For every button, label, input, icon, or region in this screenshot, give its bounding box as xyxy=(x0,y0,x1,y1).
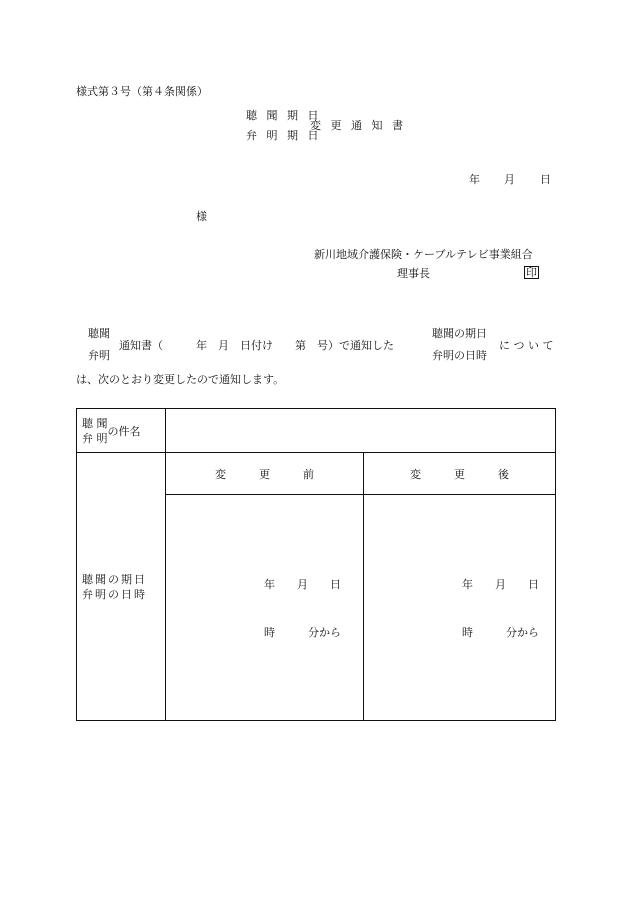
date-day: 日 xyxy=(540,173,551,186)
after-time: 時 分から xyxy=(462,626,539,639)
seal-stamp: 印 xyxy=(526,266,537,279)
date-year: 年 xyxy=(469,173,480,186)
title-option-explanation: 弁 明 期 日 xyxy=(246,129,322,142)
change-table xyxy=(76,408,556,721)
addressee-honorific: 様 xyxy=(196,210,207,223)
body-option-hearing-date: 聴聞の期日 xyxy=(432,327,487,340)
before-cell xyxy=(166,495,364,721)
case-name-row xyxy=(77,409,556,453)
body-reference-text: 通知書（ 年 月 日付け 第 号）で通知した xyxy=(119,339,394,352)
before-header: 変 更 前 xyxy=(166,453,364,495)
case-name-value xyxy=(166,409,556,453)
header-row xyxy=(77,453,556,495)
case-name-label-hearing: 聴 聞 xyxy=(82,416,108,430)
body-option-explanation: 弁明 xyxy=(88,349,110,362)
body-option-explanation-date: 弁明の日時 xyxy=(432,349,487,362)
form-number: 様式第３号（第４条関係） xyxy=(76,85,208,98)
after-header: 変 更 後 xyxy=(364,453,556,495)
body-option-hearing: 聴聞 xyxy=(88,327,110,340)
after-cell xyxy=(364,495,556,721)
case-name-label xyxy=(77,409,166,453)
body-line-2: は、次のとおり変更したので通知します。 xyxy=(76,373,285,386)
case-name-label-explanation: 弁 明 xyxy=(82,431,108,445)
before-time: 時 分から xyxy=(264,626,341,639)
before-date: 年 月 日 xyxy=(264,578,341,591)
issuer-title: 理事長 xyxy=(397,267,430,280)
body-regarding: に つ い て xyxy=(499,339,554,352)
after-date: 年 月 日 xyxy=(462,578,539,591)
schedule-label-explanation: 弁明の日時 xyxy=(82,587,147,601)
schedule-label-hearing: 聴聞の期日 xyxy=(82,572,147,586)
title-option-hearing: 聴 聞 期 日 xyxy=(246,109,322,122)
date-month: 月 xyxy=(504,173,515,186)
case-name-label-suffix: の件名 xyxy=(107,424,141,438)
title-suffix: 変 更 通 知 書 xyxy=(310,119,406,132)
issuer-organization: 新川地域介護保険・ケーブルテレビ事業組合 xyxy=(314,248,533,261)
schedule-label xyxy=(77,453,166,721)
